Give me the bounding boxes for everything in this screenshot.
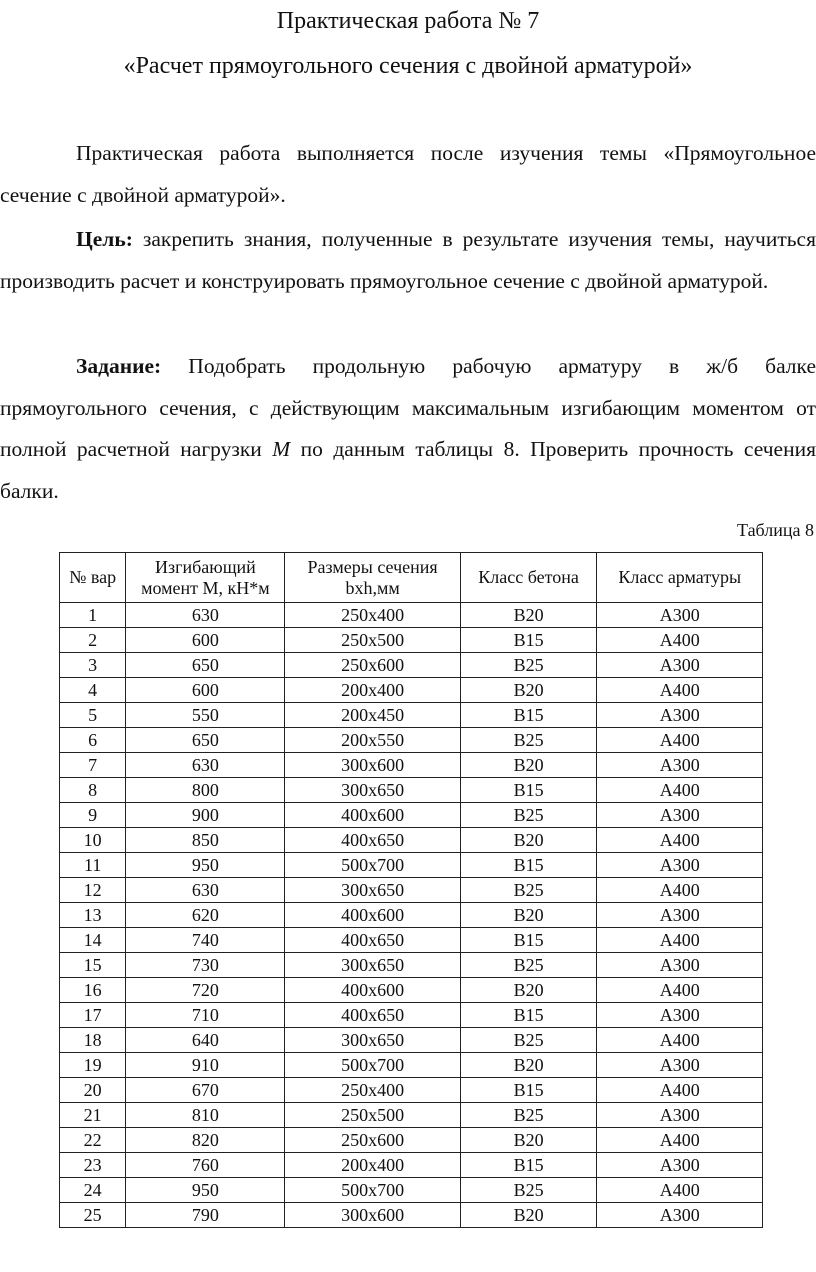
cell-concrete-class: B20: [460, 978, 597, 1003]
cell-moment: 850: [126, 828, 285, 853]
cell-section-size: 250x600: [285, 653, 460, 678]
cell-concrete-class: B25: [460, 1103, 597, 1128]
table-row: [60, 978, 763, 1003]
cell-variant: 22: [60, 1128, 126, 1153]
intro-paragraph: [0, 133, 816, 216]
cell-concrete-class: B25: [460, 803, 597, 828]
cell-variant: 1: [60, 603, 126, 628]
task-paragraph: [0, 346, 816, 512]
goal-label: Цель:: [76, 227, 133, 251]
cell-section-size: 200x550: [285, 728, 460, 753]
cell-variant: 20: [60, 1078, 126, 1103]
table-row: [60, 853, 763, 878]
table-row: [60, 678, 763, 703]
table-row: [60, 953, 763, 978]
cell-moment: 630: [126, 878, 285, 903]
cell-section-size: 400x650: [285, 928, 460, 953]
cell-section-size: 400x650: [285, 1003, 460, 1028]
cell-section-size: 250x400: [285, 1078, 460, 1103]
cell-variant: 19: [60, 1053, 126, 1078]
table-row: [60, 1178, 763, 1203]
cell-concrete-class: B25: [460, 1028, 597, 1053]
cell-concrete-class: B15: [460, 628, 597, 653]
cell-concrete-class: B20: [460, 753, 597, 778]
cell-section-size: 400x600: [285, 803, 460, 828]
cell-rebar-class: A300: [597, 853, 763, 878]
cell-concrete-class: B25: [460, 653, 597, 678]
cell-rebar-class: A300: [597, 1053, 763, 1078]
cell-concrete-class: B15: [460, 853, 597, 878]
cell-rebar-class: A300: [597, 1153, 763, 1178]
cell-variant: 10: [60, 828, 126, 853]
header-variant: № вар: [60, 553, 126, 603]
cell-rebar-class: A400: [597, 778, 763, 803]
table-row: [60, 1053, 763, 1078]
cell-section-size: 400x600: [285, 978, 460, 1003]
cell-moment: 950: [126, 853, 285, 878]
header-moment-line1: Изгибающий: [154, 556, 256, 577]
cell-moment: 630: [126, 603, 285, 628]
header-size-line1: Размеры сечения: [307, 556, 438, 577]
table-row: [60, 778, 763, 803]
table-row: [60, 628, 763, 653]
cell-rebar-class: A300: [597, 903, 763, 928]
table-row: [60, 653, 763, 678]
cell-rebar-class: A400: [597, 1028, 763, 1053]
table-row: [60, 828, 763, 853]
cell-concrete-class: B25: [460, 728, 597, 753]
cell-moment: 550: [126, 703, 285, 728]
cell-variant: 8: [60, 778, 126, 803]
cell-moment: 950: [126, 1178, 285, 1203]
table-row: [60, 728, 763, 753]
cell-rebar-class: A300: [597, 803, 763, 828]
cell-variant: 2: [60, 628, 126, 653]
task-text-before: Подобрать продольную рабочую арматуру в ж/б балке прямоугольного сечения, с действующим максимальным изгибающим моментом от полной расчетной нагрузки: [0, 354, 816, 461]
cell-rebar-class: A300: [597, 1203, 763, 1228]
header-size-line2: bxh,мм: [345, 577, 400, 598]
cell-section-size: 200x400: [285, 1153, 460, 1178]
cell-variant: 18: [60, 1028, 126, 1053]
intro-text: Практическая работа выполняется после изучения темы «Прямоугольное сечение с двойной арматурой».: [0, 141, 816, 207]
cell-moment: 740: [126, 928, 285, 953]
task-label: Задание:: [76, 354, 162, 378]
cell-variant: 6: [60, 728, 126, 753]
table-row: [60, 903, 763, 928]
cell-rebar-class: A300: [597, 653, 763, 678]
cell-concrete-class: B15: [460, 1078, 597, 1103]
cell-moment: 620: [126, 903, 285, 928]
cell-variant: 25: [60, 1203, 126, 1228]
cell-rebar-class: A300: [597, 753, 763, 778]
table-row: [60, 1203, 763, 1228]
cell-section-size: 250x500: [285, 628, 460, 653]
cell-concrete-class: B20: [460, 903, 597, 928]
cell-variant: 23: [60, 1153, 126, 1178]
cell-moment: 600: [126, 628, 285, 653]
cell-concrete-class: B15: [460, 928, 597, 953]
table-row: [60, 703, 763, 728]
cell-rebar-class: A300: [597, 1103, 763, 1128]
cell-moment: 800: [126, 778, 285, 803]
table-row: [60, 753, 763, 778]
cell-rebar-class: A400: [597, 628, 763, 653]
table-header-row: [60, 553, 763, 603]
cell-section-size: 250x500: [285, 1103, 460, 1128]
cell-moment: 650: [126, 653, 285, 678]
cell-rebar-class: A400: [597, 728, 763, 753]
cell-moment: 710: [126, 1003, 285, 1028]
cell-concrete-class: B25: [460, 953, 597, 978]
cell-moment: 760: [126, 1153, 285, 1178]
table-row: [60, 1078, 763, 1103]
cell-variant: 5: [60, 703, 126, 728]
cell-section-size: 300x600: [285, 753, 460, 778]
cell-section-size: 300x650: [285, 778, 460, 803]
cell-rebar-class: A300: [597, 1003, 763, 1028]
header-moment-line2: момент М, кН*м: [141, 577, 270, 598]
cell-rebar-class: A400: [597, 1078, 763, 1103]
cell-variant: 7: [60, 753, 126, 778]
cell-section-size: 300x650: [285, 1028, 460, 1053]
table-caption: Таблица 8: [737, 520, 814, 540]
cell-moment: 900: [126, 803, 285, 828]
cell-section-size: 500x700: [285, 853, 460, 878]
table-row: [60, 928, 763, 953]
cell-rebar-class: A400: [597, 928, 763, 953]
cell-rebar-class: A400: [597, 978, 763, 1003]
cell-rebar-class: A300: [597, 703, 763, 728]
cell-section-size: 200x450: [285, 703, 460, 728]
cell-variant: 11: [60, 853, 126, 878]
task-text-after: по данным таблицы 8. Проверить прочность сечения балки.: [0, 437, 816, 503]
header-concrete-class: Класс бетона: [460, 553, 597, 603]
cell-concrete-class: B20: [460, 603, 597, 628]
page-title: Практическая работа № 7: [276, 8, 540, 34]
cell-moment: 730: [126, 953, 285, 978]
cell-moment: 910: [126, 1053, 285, 1078]
cell-rebar-class: A300: [597, 953, 763, 978]
cell-variant: 15: [60, 953, 126, 978]
cell-moment: 630: [126, 753, 285, 778]
cell-variant: 21: [60, 1103, 126, 1128]
cell-concrete-class: B15: [460, 1153, 597, 1178]
cell-variant: 17: [60, 1003, 126, 1028]
cell-rebar-class: A400: [597, 878, 763, 903]
header-section-size: [285, 553, 460, 603]
cell-rebar-class: A400: [597, 1178, 763, 1203]
cell-moment: 670: [126, 1078, 285, 1103]
table-row: [60, 1028, 763, 1053]
table-body: [60, 603, 763, 1228]
cell-section-size: 250x400: [285, 603, 460, 628]
cell-rebar-class: A400: [597, 828, 763, 853]
table-row: [60, 1153, 763, 1178]
cell-section-size: 250x600: [285, 1128, 460, 1153]
cell-concrete-class: B15: [460, 778, 597, 803]
cell-concrete-class: B20: [460, 1128, 597, 1153]
variants-table: [59, 552, 763, 1228]
cell-variant: 4: [60, 678, 126, 703]
cell-concrete-class: B20: [460, 678, 597, 703]
cell-concrete-class: B25: [460, 878, 597, 903]
table-row: [60, 878, 763, 903]
cell-moment: 790: [126, 1203, 285, 1228]
cell-variant: 9: [60, 803, 126, 828]
cell-moment: 720: [126, 978, 285, 1003]
cell-section-size: 400x600: [285, 903, 460, 928]
cell-section-size: 200x400: [285, 678, 460, 703]
cell-section-size: 300x600: [285, 1203, 460, 1228]
cell-variant: 24: [60, 1178, 126, 1203]
cell-section-size: 300x650: [285, 953, 460, 978]
cell-section-size: 400x650: [285, 828, 460, 853]
goal-text: закрепить знания, полученные в результате изучения темы, научиться производить расчет и конструировать прямоугольное сечение с двойной арматурой.: [0, 227, 816, 293]
cell-rebar-class: A400: [597, 678, 763, 703]
cell-concrete-class: B15: [460, 1003, 597, 1028]
table-row: [60, 1128, 763, 1153]
cell-variant: 12: [60, 878, 126, 903]
cell-moment: 640: [126, 1028, 285, 1053]
header-rebar-class: Класс арматуры: [597, 553, 763, 603]
cell-concrete-class: B15: [460, 703, 597, 728]
cell-moment: 650: [126, 728, 285, 753]
moment-symbol: М: [272, 437, 291, 461]
cell-concrete-class: B25: [460, 1178, 597, 1203]
goal-paragraph: [0, 219, 816, 302]
cell-variant: 3: [60, 653, 126, 678]
table-row: [60, 1003, 763, 1028]
cell-concrete-class: B20: [460, 1053, 597, 1078]
table-row: [60, 1103, 763, 1128]
table-row: [60, 603, 763, 628]
cell-section-size: 500x700: [285, 1053, 460, 1078]
cell-moment: 820: [126, 1128, 285, 1153]
cell-concrete-class: B20: [460, 828, 597, 853]
cell-variant: 13: [60, 903, 126, 928]
cell-variant: 16: [60, 978, 126, 1003]
page-subtitle: «Расчет прямоугольного сечения с двойной арматурой»: [123, 53, 693, 79]
cell-moment: 810: [126, 1103, 285, 1128]
table-row: [60, 803, 763, 828]
header-moment: [126, 553, 285, 603]
cell-rebar-class: A400: [597, 1128, 763, 1153]
cell-section-size: 500x700: [285, 1178, 460, 1203]
cell-rebar-class: A300: [597, 603, 763, 628]
cell-concrete-class: B20: [460, 1203, 597, 1228]
cell-variant: 14: [60, 928, 126, 953]
cell-moment: 600: [126, 678, 285, 703]
cell-section-size: 300x650: [285, 878, 460, 903]
